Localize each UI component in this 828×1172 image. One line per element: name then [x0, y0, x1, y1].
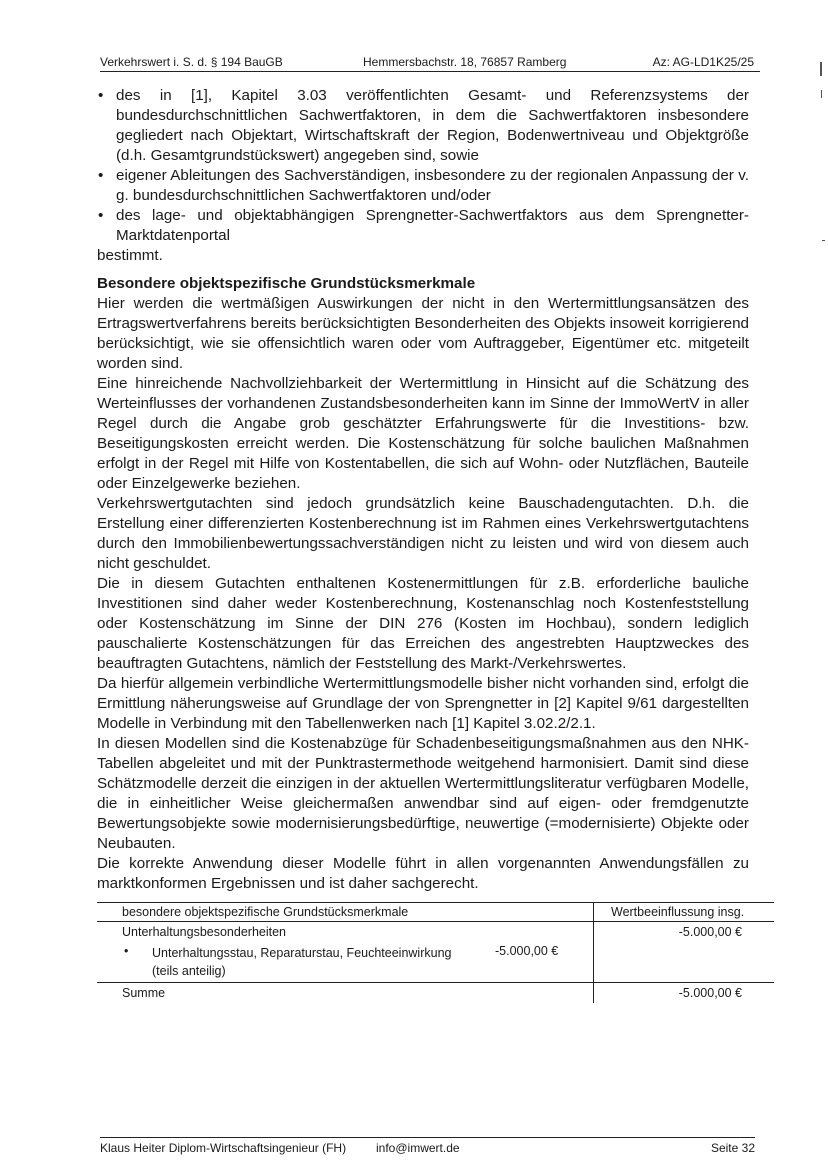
paragraph: In diesen Modellen sind die Kostenabzüge für Schadenbeseitigungsmaßnahmen aus den NHK-Tabellen abgeleitet und mit der Punktrastermethode weitgehend harmonisiert. Damit sind diese Schätzmodelle derzeit die einzigen in der aktuellen Wertermittlungsliteratur verfügbaren Modelle, die in einheitlicher Weise gleichermaßen anwendbar sind auf eigen- oder fremdgenutzte Bewertungsobjekte sowie modernisierungsbedürftige, neuwertige (=modernisierte) Objekte oder Neubauten.: [97, 735, 749, 852]
paragraph: Hier werden die wertmäßigen Auswirkungen der nicht in den Wertermittlungsansätzen des Ertragswertverfahrens bereits berücksichtigten Besonderheiten des Objekts insoweit korrigierend berücksichtigt, wie sie offensichtlich waren oder vom Auftraggeber, Eigentümer etc. mitgeteilt worden sind.: [97, 295, 749, 372]
page-footer: [100, 1137, 755, 1156]
table-sum-row: [97, 982, 774, 1003]
list-item: • eigener Ableitungen des Sachverständigen, insbesondere zu der regionalen Anpassung der v. g. bundesdurchschnittlichen Sachwertfaktoren und/oder: [97, 166, 749, 206]
footer-email: info@imwert.de: [376, 1141, 460, 1155]
main-content: [97, 86, 749, 894]
bullet-list: [97, 86, 749, 246]
sum-label: Summe: [122, 986, 166, 1000]
footer-page-number: Seite 32: [710, 1141, 755, 1155]
column-divider: [593, 983, 594, 1003]
scan-mark: [822, 240, 825, 241]
list-item: • des in [1], Kapitel 3.03 veröffentlichten Gesamt- und Referenzsystems der bundesdurchschnittlichen Sachwertfaktoren, in dem die Sachwertfaktoren insbesondere gegliedert nach Objektart, Wirtschaftskraft der Region, Bodenwertniveau und Objektgröße (d.h. Gesamtgrundstückswert) angegeben sind, sowie: [97, 86, 749, 166]
page-header: [100, 55, 760, 72]
header-address: Hemmersbachstr. 18, 76857 Ramberg: [363, 55, 567, 69]
table-row: [97, 922, 774, 942]
table-row: [97, 942, 774, 982]
column-divider: [593, 942, 594, 982]
paragraph: Die in diesem Gutachten enthaltenen Kostenermittlungen für z.B. erforderliche bauliche Investitionen sind daher weder Kostenberechnung, Kostenanschlag noch Kostenfeststellung oder Kostenschätzung im Sinne der DIN 276 (Kosten im Hochbau), sondern lediglich pauschalierte Kostenschätzungen für das Erreichen des angestrebten Hauptzweckes des beauftragten Gutachtens, nämlich der Feststellung des Markt-/Verkehrswertes.: [97, 575, 749, 672]
header-file-number: Az: AG-LD1K25/25: [652, 55, 754, 69]
paragraph: Da hierfür allgemein verbindliche Wertermittlungsmodelle bisher nicht vorhanden sind, erfolgt die Ermittlung näherungsweise auf Grundlage der von Sprengnetter in [2] Kapitel 9/61 dargestellten Modelle in Verbindung mit den Tabellenwerken nach [1] Kapitel 3.02.2/2.1.: [97, 675, 749, 732]
group-label: Unterhaltungsbesonderheiten: [122, 925, 287, 939]
paragraph: Verkehrswertgutachten sind jedoch grundsätzlich keine Bauschadengutachten. D.h. die Erstellung einer differenzierten Kostenberechnung ist im Rahmen eines Verkehrswertgutachtens durch den Immobilienbewertungssachverständigen nicht zu leisten und wird von diesem auch nicht geschuldet.: [97, 495, 749, 572]
item-text: Unterhaltungsstau, Reparaturstau, Feuchteeinwirkung (teils anteilig): [152, 946, 452, 978]
paragraph: Eine hinreichende Nachvollziehbarkeit der Wertermittlung in Hinsicht auf die Schätzung des Werteinflusses der vorhandenen Zustandsbesonderheiten kann im Sinne der ImmoWertV in aller Regel durch die Angabe grob geschätzter Erfahrungswerte für die Investitions- bzw. Beseitigungskosten erreicht werden. Die Kostenschätzung für solche baulichen Maßnahmen erfolgt in der Regel mit Hilfe von Kostentabellen, die sich auf Wohn- oder Nutzflächen, Bauteile oder Einzelgewerke beziehen.: [97, 375, 749, 492]
footer-author: Klaus Heiter Diplom-Wirtschaftsingenieur (FH): [100, 1141, 347, 1155]
section-heading: Besondere objektspezifische Grundstücksmerkmale: [97, 275, 476, 292]
table-header-feature: besondere objektspezifische Grundstücksmerkmale: [122, 905, 409, 919]
header-left: Verkehrswert i. S. d. § 194 BauGB: [100, 55, 283, 69]
scan-mark: [820, 62, 822, 76]
property-features-table: [97, 902, 774, 1003]
sum-value: -5.000,00 €: [678, 986, 742, 1000]
column-divider: [593, 922, 594, 942]
column-divider: [593, 903, 594, 921]
group-value: -5.000,00 €: [678, 925, 742, 939]
bullets-tail: bestimmt.: [97, 247, 163, 264]
table-header-value: Wertbeeinflussung insg.: [611, 905, 745, 919]
scan-mark: [821, 90, 822, 98]
item-bullet: •: [124, 944, 129, 958]
table-header-row: [97, 902, 774, 922]
list-item: • des lage- und objektabhängigen Sprengnetter-Sachwertfaktors aus dem Sprengnetter-Marktdatenportal: [97, 206, 749, 246]
item-value: -5.000,00 €: [495, 944, 559, 958]
paragraph: Die korrekte Anwendung dieser Modelle führt in allen vorgenannten Anwendungsfällen zu marktkonformen Ergebnissen und ist daher sachgerecht.: [97, 855, 749, 892]
